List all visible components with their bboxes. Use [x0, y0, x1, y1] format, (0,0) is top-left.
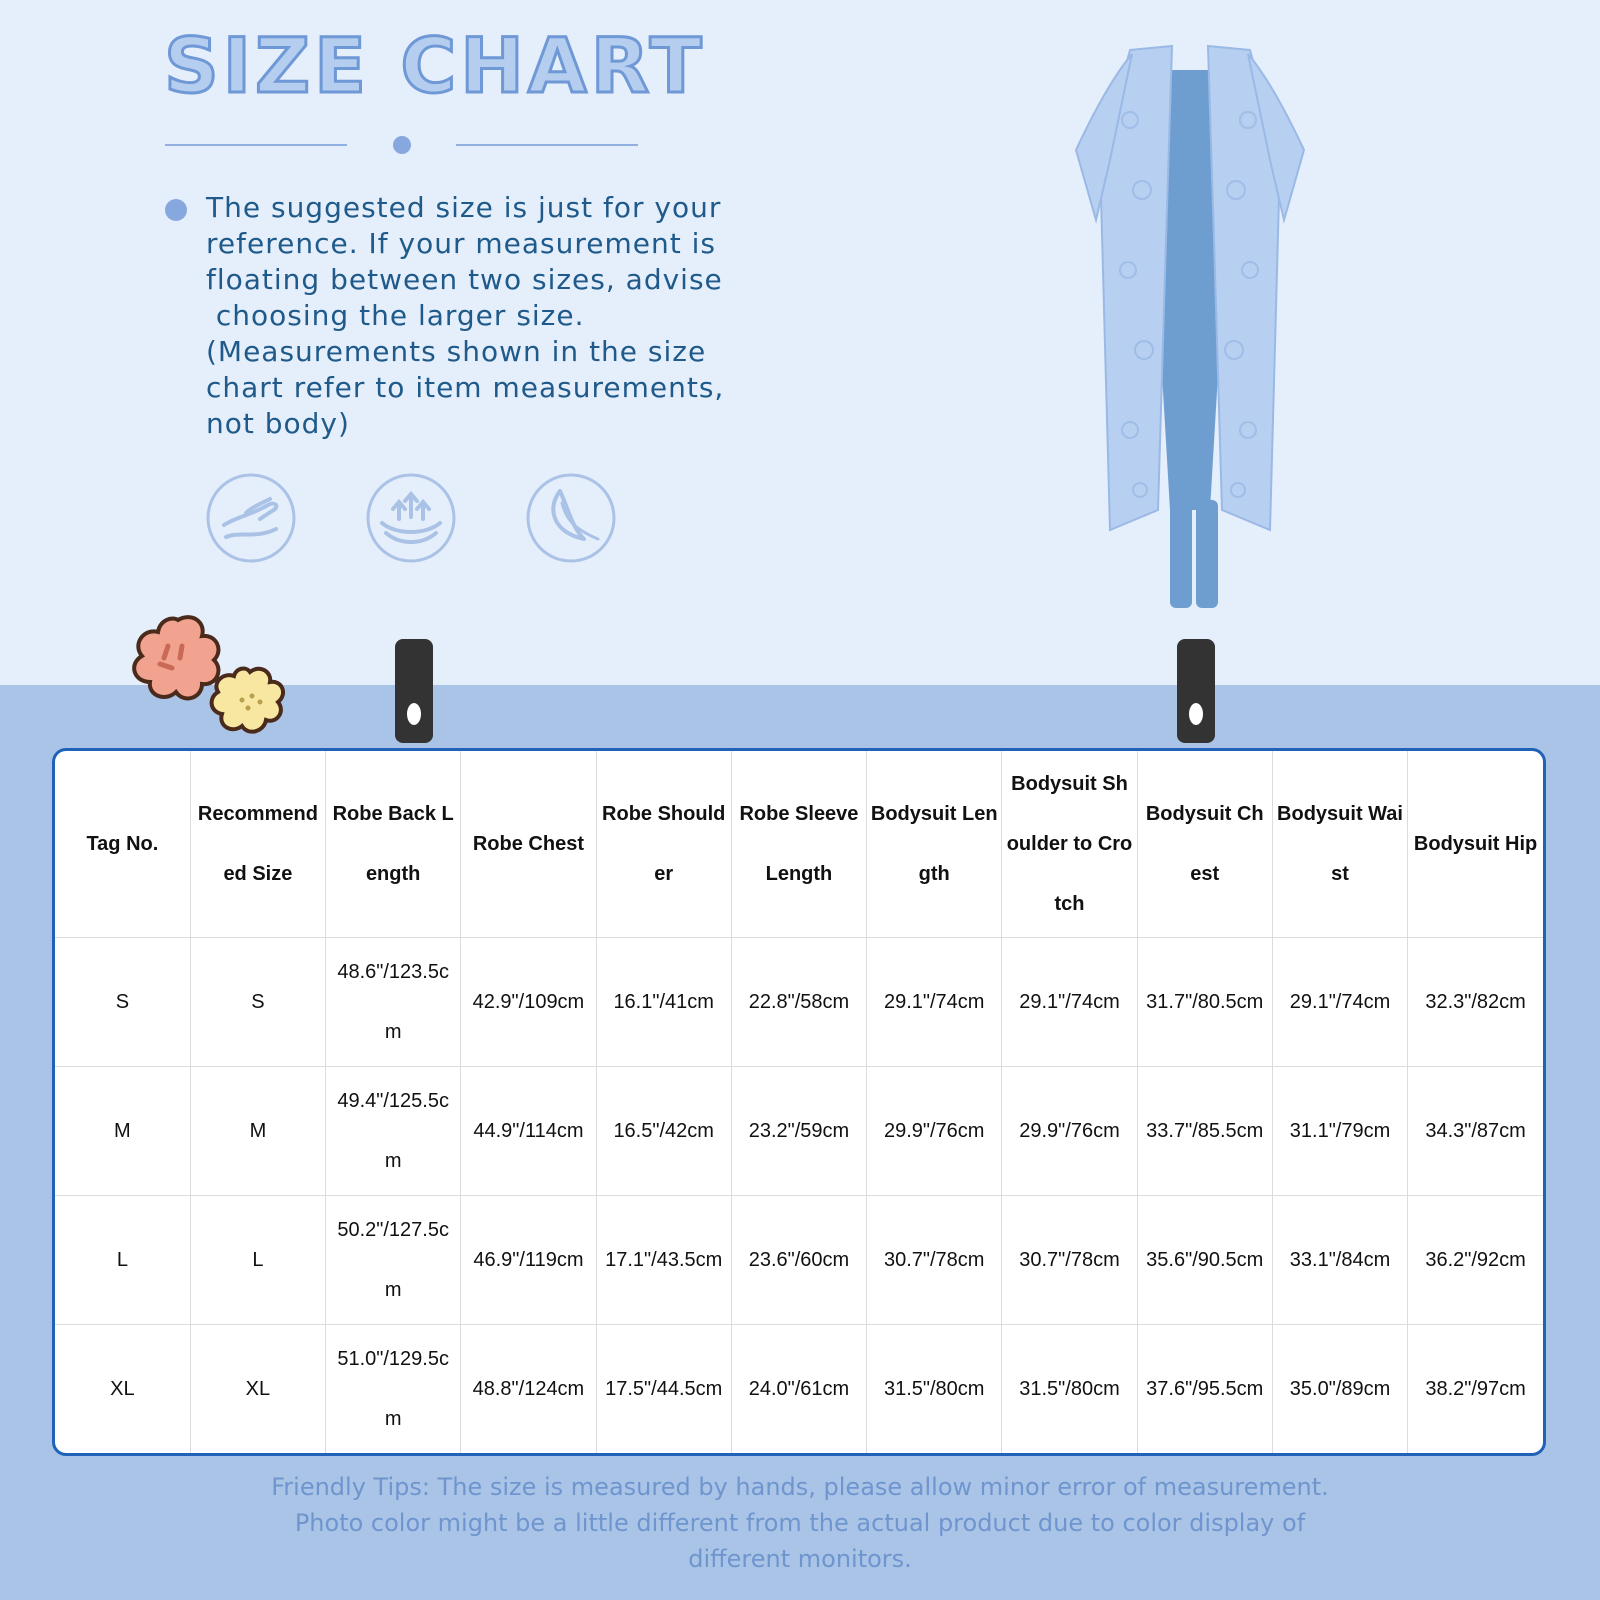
binder-clip-right — [1177, 639, 1215, 743]
table-cell: 37.6"/95.5cm — [1137, 1325, 1272, 1454]
header-bodysuit-chest: Bodysuit Chest — [1137, 751, 1272, 938]
table-cell: 16.1"/41cm — [596, 938, 731, 1067]
table-header-row — [55, 751, 1543, 938]
table-cell: 30.7"/78cm — [1002, 1196, 1137, 1325]
header-robe-chest: Robe Chest — [461, 751, 596, 938]
table-cell: M — [190, 1067, 325, 1196]
note-bullet — [165, 199, 187, 221]
table-cell: 23.2"/59cm — [731, 1067, 866, 1196]
table-cell: 29.9"/76cm — [1002, 1067, 1137, 1196]
table-cell: 34.3"/87cm — [1408, 1067, 1543, 1196]
table-cell: 38.2"/97cm — [1408, 1325, 1543, 1454]
table-cell: 51.0"/129.5cm — [326, 1325, 461, 1454]
table-cell: 24.0"/61cm — [731, 1325, 866, 1454]
table-row — [55, 1325, 1543, 1454]
header-robe-back-length: Robe Back Length — [326, 751, 461, 938]
table-cell: 29.1"/74cm — [1002, 938, 1137, 1067]
table-cell: 33.1"/84cm — [1272, 1196, 1407, 1325]
table-cell: L — [55, 1196, 190, 1325]
table-cell: XL — [55, 1325, 190, 1454]
table-row — [55, 1196, 1543, 1325]
table-cell: 49.4"/125.5cm — [326, 1067, 461, 1196]
header-tag-no: Tag No. — [55, 751, 190, 938]
table-cell: 46.9"/119cm — [461, 1196, 596, 1325]
size-table-card — [52, 748, 1546, 1456]
table-cell: L — [190, 1196, 325, 1325]
table-cell: 29.9"/76cm — [867, 1067, 1002, 1196]
header-robe-shoulder: Robe Shoulder — [596, 751, 731, 938]
table-cell: 30.7"/78cm — [867, 1196, 1002, 1325]
table-cell: S — [55, 938, 190, 1067]
table-cell: 33.7"/85.5cm — [1137, 1067, 1272, 1196]
divider-left — [165, 144, 347, 146]
table-cell: 16.5"/42cm — [596, 1067, 731, 1196]
table-cell: 48.8"/124cm — [461, 1325, 596, 1454]
divider-right — [456, 144, 638, 146]
page-title: SIZE CHART — [164, 21, 706, 110]
header-recommended-size: Recommended Size — [190, 751, 325, 938]
stretch-arrows-icon — [366, 473, 456, 563]
table-cell: XL — [190, 1325, 325, 1454]
divider-dot — [393, 136, 411, 154]
flower-decoration — [120, 612, 310, 757]
header-bodysuit-hip: Bodysuit Hip — [1408, 751, 1543, 938]
table-cell: 50.2"/127.5cm — [326, 1196, 461, 1325]
table-cell: 44.9"/114cm — [461, 1067, 596, 1196]
size-table — [55, 751, 1543, 1453]
table-cell: S — [190, 938, 325, 1067]
header-robe-sleeve-length: Robe Sleeve Length — [731, 751, 866, 938]
table-cell: 35.6"/90.5cm — [1137, 1196, 1272, 1325]
table-row — [55, 938, 1543, 1067]
table-cell: 17.5"/44.5cm — [596, 1325, 731, 1454]
table-cell: 36.2"/92cm — [1408, 1196, 1543, 1325]
header-bodysuit-shoulder-to-crotch: Bodysuit Shoulder to Crotch — [1002, 751, 1137, 938]
table-row — [55, 1067, 1543, 1196]
binder-clip-left — [395, 639, 433, 743]
product-illustration — [1070, 40, 1310, 610]
friendly-tips: Friendly Tips: The size is measured by hands, please allow minor error of measurement. Photo color might be a little different from the actual product due to color display of different monitors. — [271, 1473, 1329, 1573]
table-cell: 48.6"/123.5cm — [326, 938, 461, 1067]
table-cell: 31.7"/80.5cm — [1137, 938, 1272, 1067]
table-cell: 31.1"/79cm — [1272, 1067, 1407, 1196]
table-cell: M — [55, 1067, 190, 1196]
header-bodysuit-length: Bodysuit Length — [867, 751, 1002, 938]
table-cell: 42.9"/109cm — [461, 938, 596, 1067]
header-bodysuit-waist: Bodysuit Waist — [1272, 751, 1407, 938]
lightweight-feather-icon — [526, 473, 616, 563]
table-cell: 29.1"/74cm — [867, 938, 1002, 1067]
table-cell: 35.0"/89cm — [1272, 1325, 1407, 1454]
table-cell: 32.3"/82cm — [1408, 938, 1543, 1067]
size-note: The suggested size is just for your reference. If your measurement is floating between two sizes, advise choosing the larger size. (Measurements shown in the size chart refer to item measurements, not body) — [206, 191, 725, 440]
table-cell: 31.5"/80cm — [867, 1325, 1002, 1454]
table-cell: 29.1"/74cm — [1272, 938, 1407, 1067]
table-cell: 23.6"/60cm — [731, 1196, 866, 1325]
soft-hand-icon — [206, 473, 296, 563]
table-cell: 31.5"/80cm — [1002, 1325, 1137, 1454]
table-cell: 22.8"/58cm — [731, 938, 866, 1067]
table-cell: 17.1"/43.5cm — [596, 1196, 731, 1325]
